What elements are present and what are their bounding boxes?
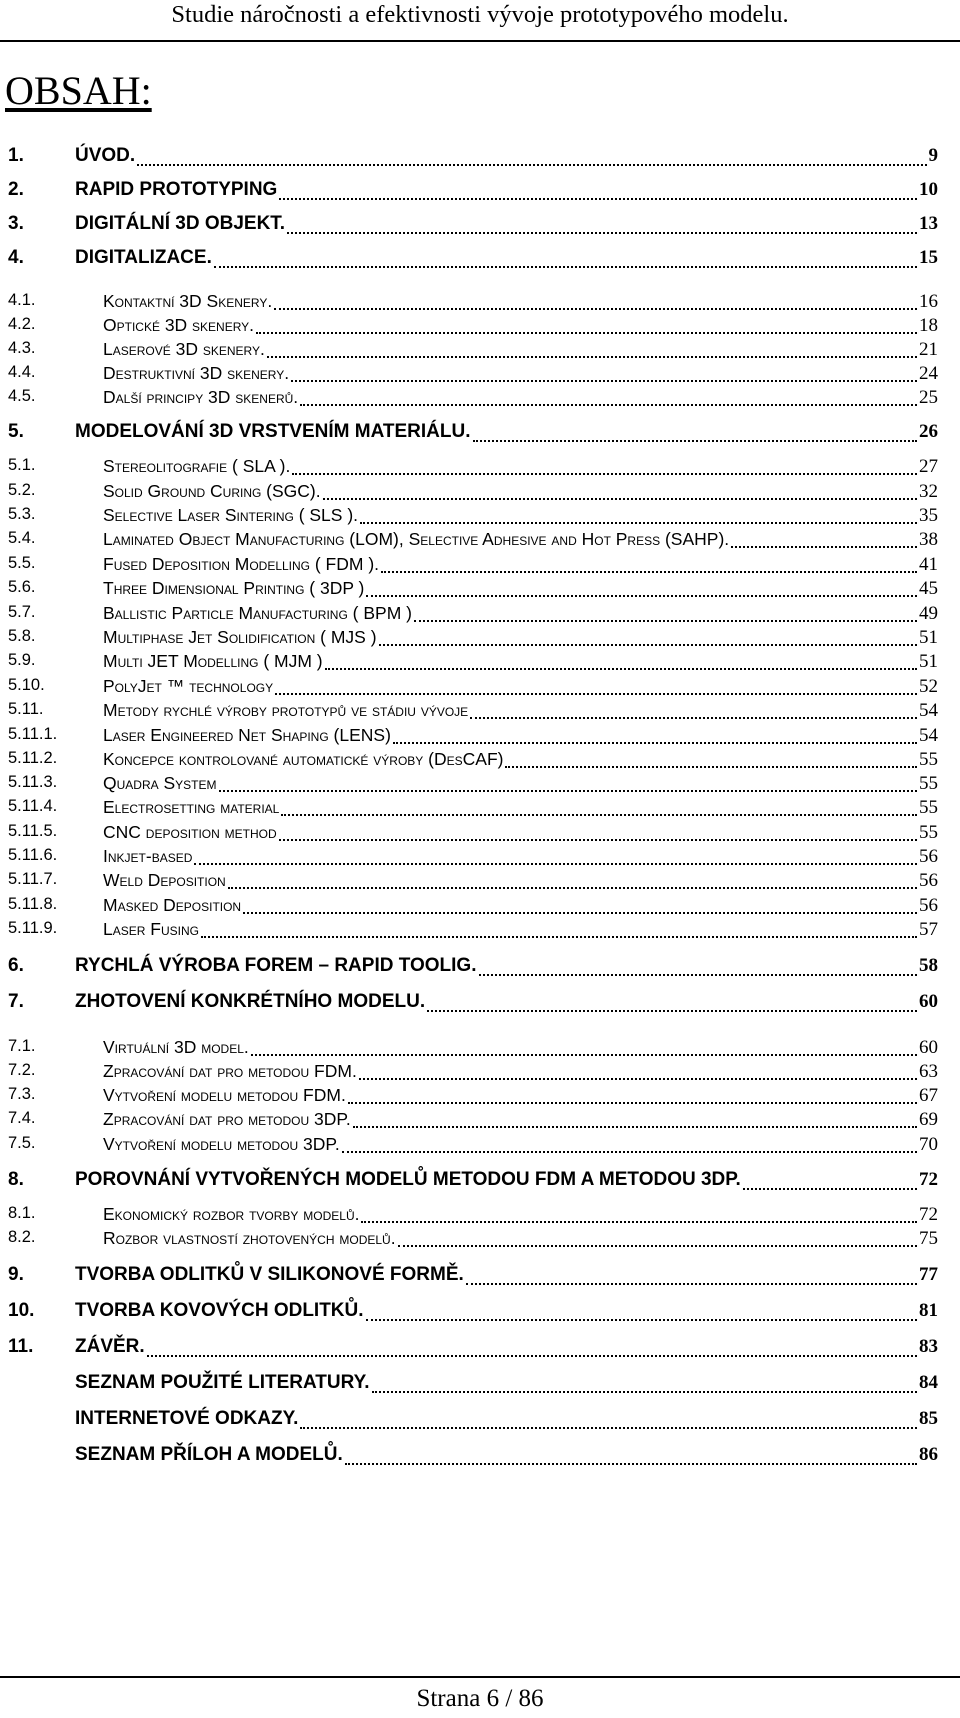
toc-entry-number: 5.11.3. <box>8 773 58 791</box>
toc-entry[interactable] <box>0 651 960 679</box>
toc-entry-title: Fused Deposition Modelling ( FDM ). <box>103 554 380 574</box>
toc-entry-number: 5.11. <box>8 700 44 718</box>
toc-entry-page: 81 <box>919 1300 938 1321</box>
toc-entry-number: 8.2. <box>8 1228 36 1246</box>
toc-dot-leader <box>342 1151 917 1153</box>
toc-dot-leader <box>473 440 917 442</box>
toc-entry-number: 7.4. <box>8 1109 36 1127</box>
toc-entry-number: 4.4. <box>8 363 36 381</box>
toc-entry[interactable] <box>0 145 960 173</box>
toc-entry-page: 55 <box>919 773 938 794</box>
toc-entry-title: Inkjet-based <box>103 846 193 866</box>
toc-entry-title: Masked Deposition <box>103 895 242 915</box>
toc-dot-leader <box>325 668 917 670</box>
toc-entry-page: 16 <box>919 291 938 312</box>
toc-dot-leader <box>359 1078 917 1080</box>
toc-entry-page: 72 <box>919 1169 938 1190</box>
toc-entry-page: 56 <box>919 870 938 891</box>
toc-dot-leader <box>267 356 917 358</box>
toc-entry[interactable] <box>0 387 960 415</box>
toc-entry-title: Rozbor vlastností zhotovených modelů. <box>103 1228 396 1248</box>
toc-entry[interactable] <box>0 797 960 825</box>
toc-entry-title: Three Dimensional Printing ( 3DP ) <box>103 578 365 598</box>
toc-entry-number: 5.11.4. <box>8 797 58 815</box>
toc-dot-leader <box>300 404 917 406</box>
toc-entry-page: 63 <box>919 1061 938 1082</box>
toc-entry-page: 70 <box>919 1134 938 1155</box>
toc-entry-page: 32 <box>919 481 938 502</box>
toc-entry-title: Optické 3D skenery. <box>103 315 255 335</box>
toc-entry-title: Multi JET Modelling ( MJM ) <box>103 651 323 671</box>
toc-entry-page: 49 <box>919 603 938 624</box>
toc-dot-leader <box>743 1188 917 1190</box>
toc-entry-title: INTERNETOVÉ ODKAZY. <box>75 1408 299 1429</box>
toc-entry-title: Weld Deposition <box>103 870 226 890</box>
toc-entry-page: 60 <box>919 991 938 1012</box>
toc-dot-leader <box>393 742 917 744</box>
toc-entry-number: 5.4. <box>8 529 36 547</box>
toc-dot-leader <box>731 546 917 548</box>
toc-dot-leader <box>291 380 917 382</box>
toc-entry-page: 60 <box>919 1037 938 1058</box>
toc-dot-leader <box>219 790 917 792</box>
toc-entry-number: 5.7. <box>8 603 36 621</box>
footer-divider <box>0 1676 960 1678</box>
toc-entry-page: 9 <box>928 145 938 166</box>
toc-entry-page: 75 <box>919 1228 938 1249</box>
toc-entry-page: 54 <box>919 725 938 746</box>
toc-entry-page: 77 <box>919 1264 938 1285</box>
toc-dot-leader <box>243 912 917 914</box>
toc-dot-leader <box>379 644 917 646</box>
toc-dot-leader <box>427 1010 917 1012</box>
toc-dot-leader <box>348 1102 917 1104</box>
toc-entry-number: 4. <box>8 247 24 268</box>
toc-dot-leader <box>228 887 917 889</box>
toc-entry-number: 5.11.6. <box>8 846 58 864</box>
toc-dot-leader <box>381 571 917 573</box>
toc-dot-leader <box>137 164 927 166</box>
toc-entry-title: Ekonomický rozbor tvorby modelů. <box>103 1204 360 1224</box>
toc-entry-number: 4.1. <box>8 291 36 309</box>
toc-entry-page: 67 <box>919 1085 938 1106</box>
toc-entry-title: Zpracování dat pro metodou 3DP. <box>103 1109 351 1129</box>
toc-entry-number: 5.11.5. <box>8 822 58 840</box>
toc-dot-leader <box>345 1463 917 1465</box>
toc-dot-leader <box>353 1126 917 1128</box>
toc-entry-title: ÚVOD. <box>75 145 136 166</box>
toc-entry[interactable] <box>0 870 960 898</box>
toc-entry-page: 41 <box>919 554 938 575</box>
toc-dot-leader <box>194 863 917 865</box>
toc-entry-title: CNC deposition method <box>103 822 277 842</box>
toc-entry-number: 4.5. <box>8 387 36 405</box>
toc-entry-number: 8. <box>8 1169 24 1190</box>
toc-entry-title: TVORBA KOVOVÝCH ODLITKŮ. <box>75 1300 364 1321</box>
toc-dot-leader <box>470 717 917 719</box>
toc-dot-leader <box>479 974 917 976</box>
toc-entry-title: SEZNAM PŘÍLOH A MODELŮ. <box>75 1444 343 1465</box>
toc-entry-title: DIGITÁLNÍ 3D OBJEKT. <box>75 213 286 234</box>
toc-entry-number: 5.6. <box>8 578 36 596</box>
toc-entry-title: Ballistic Particle Manufacturing ( BPM ) <box>103 603 412 623</box>
toc-heading: OBSAH: <box>5 68 152 113</box>
toc-entry-title: Vytvoření modelu metodou FDM. <box>103 1085 346 1105</box>
toc-entry-page: 51 <box>919 651 938 672</box>
toc-entry-page: 21 <box>919 339 938 360</box>
toc-entry-page: 15 <box>919 247 938 268</box>
toc-entry[interactable] <box>0 1408 960 1436</box>
toc-entry-page: 52 <box>919 676 938 697</box>
toc-dot-leader <box>372 1391 917 1393</box>
toc-dot-leader <box>323 498 917 500</box>
toc-entry-number: 4.3. <box>8 339 36 357</box>
toc-entry-number: 5.10. <box>8 676 45 694</box>
toc-entry-title: Kontaktní 3D Skenery. <box>103 291 273 311</box>
toc-entry-number: 5.3. <box>8 505 36 523</box>
toc-entry[interactable] <box>0 700 960 728</box>
toc-entry-title: Další principy 3D skenerů. <box>103 387 299 407</box>
toc-entry-number: 1. <box>8 145 24 166</box>
toc-entry[interactable] <box>0 179 960 207</box>
toc-entry-page: 45 <box>919 578 938 599</box>
toc-entry-title: RYCHLÁ VÝROBA FOREM – RAPID TOOLIG. <box>75 955 477 976</box>
toc-dot-leader <box>292 473 917 475</box>
toc-entry-page: 85 <box>919 1408 938 1429</box>
toc-entry-title: Laser Engineered Net Shaping (LENS) <box>103 725 391 745</box>
toc-entry-page: 18 <box>919 315 938 336</box>
toc-entry-number: 5.9. <box>8 651 36 669</box>
toc-entry-title: RAPID PROTOTYPING <box>75 179 278 200</box>
toc-entry-page: 55 <box>919 822 938 843</box>
toc-entry-page: 10 <box>919 179 938 200</box>
toc-entry-number: 5.5. <box>8 554 36 572</box>
toc-entry-page: 38 <box>919 529 938 550</box>
toc-entry-number: 7.5. <box>8 1134 36 1152</box>
toc-entry[interactable] <box>0 1444 960 1472</box>
toc-entry-title: Vytvoření modelu metodou 3DP. <box>103 1134 340 1154</box>
toc-entry[interactable] <box>0 991 960 1019</box>
toc-entry-page: 83 <box>919 1336 938 1357</box>
toc-entry-title: SEZNAM POUŽITÉ LITERATURY. <box>75 1372 370 1393</box>
toc-entry-number: 8.1. <box>8 1204 36 1222</box>
toc-entry-page: 56 <box>919 895 938 916</box>
toc-entry-title: DIGITALIZACE. <box>75 247 212 268</box>
toc-entry-title: Laminated Object Manufacturing (LOM), Selective Adhesive and Hot Press (SAHP). <box>103 529 730 549</box>
toc-dot-leader <box>275 693 917 695</box>
toc-entry-page: 13 <box>919 213 938 234</box>
toc-entry[interactable] <box>0 1300 960 1328</box>
toc-entry[interactable] <box>0 919 960 947</box>
toc-entry-page: 35 <box>919 505 938 526</box>
toc-entry-number: 2. <box>8 179 24 200</box>
toc-dot-leader <box>300 1427 917 1429</box>
toc-entry-title: Stereolitografie ( SLA ). <box>103 456 291 476</box>
toc-entry-number: 7.1. <box>8 1037 36 1055</box>
toc-entry-number: 5.11.9. <box>8 919 58 937</box>
toc-entry[interactable] <box>0 955 960 983</box>
toc-entry-number: 10. <box>8 1300 35 1321</box>
toc-entry-title: POROVNÁNÍ VYTVOŘENÝCH MODELŮ METODOU FDM A METODOU 3DP. <box>75 1169 741 1190</box>
toc-entry-number: 3. <box>8 213 24 234</box>
toc-dot-leader <box>281 814 917 816</box>
toc-entry[interactable] <box>0 1228 960 1256</box>
toc-entry-title: Laser Fusing <box>103 919 199 939</box>
toc-entry[interactable] <box>0 529 960 557</box>
toc-entry[interactable] <box>0 1372 960 1400</box>
toc-dot-leader <box>414 620 917 622</box>
toc-entry-title: Koncepce kontrolované automatické výroby (DesCAF) <box>103 749 504 769</box>
page-header: Studie náročnosti a efektivnosti vývoje prototypového modelu. <box>171 1 789 28</box>
toc-entry-page: 72 <box>919 1204 938 1225</box>
toc-dot-leader <box>147 1355 917 1357</box>
toc-entry-number: 5.11.8. <box>8 895 58 913</box>
toc-entry[interactable] <box>0 1336 960 1364</box>
toc-entry[interactable] <box>0 213 960 241</box>
toc-entry-title: Multiphase Jet Solidification ( MJS ) <box>103 627 377 647</box>
toc-dot-leader <box>398 1245 917 1247</box>
toc-entry-number: 5.2. <box>8 481 36 499</box>
toc-dot-leader <box>279 198 917 200</box>
toc-dot-leader <box>366 595 917 597</box>
toc-entry-page: 86 <box>919 1444 938 1465</box>
toc-entry-title: Virtuální 3D model. <box>103 1037 249 1057</box>
toc-entry-number: 5.11.2. <box>8 749 58 767</box>
toc-entry-number: 5.11.7. <box>8 870 58 888</box>
toc-dot-leader <box>214 266 917 268</box>
toc-entry-title: ZÁVĚR. <box>75 1336 145 1357</box>
toc-entry-title: Zpracování dat pro metodou FDM. <box>103 1061 357 1081</box>
toc-dot-leader <box>505 766 917 768</box>
toc-entry[interactable] <box>0 421 960 449</box>
toc-entry-page: 69 <box>919 1109 938 1130</box>
toc-entry-page: 27 <box>919 456 938 477</box>
toc-entry-number: 9. <box>8 1264 24 1285</box>
toc-entry-title: Solid Ground Curing (SGC). <box>103 481 321 501</box>
toc-entry-page: 56 <box>919 846 938 867</box>
toc-entry-number: 5. <box>8 421 24 442</box>
page-number: Strana 6 / 86 <box>416 1685 544 1712</box>
toc-entry[interactable] <box>0 1109 960 1137</box>
toc-dot-leader <box>466 1283 917 1285</box>
toc-entry-number: 7.3. <box>8 1085 36 1103</box>
toc-entry-title: ZHOTOVENÍ KONKRÉTNÍHO MODELU. <box>75 991 426 1012</box>
toc-entry-title: Destruktivní 3D skenery. <box>103 363 290 383</box>
toc-dot-leader <box>256 332 917 334</box>
toc-entry-page: 58 <box>919 955 938 976</box>
toc-entry-title: Electrosetting material <box>103 797 280 817</box>
toc-entry-title: Quadra System <box>103 773 217 793</box>
toc-entry-number: 7.2. <box>8 1061 36 1079</box>
toc-entry-title: Laserové 3D skenery. <box>103 339 265 359</box>
toc-entry-number: 6. <box>8 955 24 976</box>
toc-dot-leader <box>274 308 917 310</box>
toc-entry-title: Selective Laser Sintering ( SLS ). <box>103 505 359 525</box>
toc-entry-number: 5.1. <box>8 456 36 474</box>
toc-entry-title: PolyJet ™ technology <box>103 676 274 696</box>
toc-entry[interactable] <box>0 1169 960 1197</box>
toc-entry-number: 11. <box>8 1336 34 1357</box>
toc-entry-title: MODELOVÁNÍ 3D VRSTVENÍM MATERIÁLU. <box>75 421 471 442</box>
toc-dot-leader <box>201 936 917 938</box>
toc-entry-page: 26 <box>919 421 938 442</box>
toc-entry-page: 24 <box>919 363 938 384</box>
toc-entry-title: TVORBA ODLITKŮ V SILIKONOVÉ FORMĚ. <box>75 1264 464 1285</box>
toc-entry-page: 51 <box>919 627 938 648</box>
toc-entry-page: 54 <box>919 700 938 721</box>
toc-dot-leader <box>251 1054 917 1056</box>
toc-entry[interactable] <box>0 1134 960 1162</box>
toc-entry-page: 25 <box>919 387 938 408</box>
toc-entry-number: 5.11.1. <box>8 725 58 743</box>
toc-entry-page: 55 <box>919 797 938 818</box>
toc-entry-number: 4.2. <box>8 315 36 333</box>
toc-entry[interactable] <box>0 578 960 606</box>
toc-entry-page: 57 <box>919 919 938 940</box>
toc-dot-leader <box>361 1221 917 1223</box>
toc-entry[interactable] <box>0 247 960 275</box>
toc-entry[interactable] <box>0 1264 960 1292</box>
toc-dot-leader <box>279 839 917 841</box>
toc-entry-page: 84 <box>919 1372 938 1393</box>
toc-dot-leader <box>287 232 917 234</box>
toc-entry-page: 55 <box>919 749 938 770</box>
toc-dot-leader <box>366 1319 917 1321</box>
toc-dot-leader <box>360 522 917 524</box>
toc-entry[interactable] <box>0 456 960 484</box>
toc-entry-number: 5.8. <box>8 627 36 645</box>
toc-entry-number: 7. <box>8 991 24 1012</box>
toc-entry-title: Metody rychlé výroby prototypů ve stádiu vývoje <box>103 700 469 720</box>
